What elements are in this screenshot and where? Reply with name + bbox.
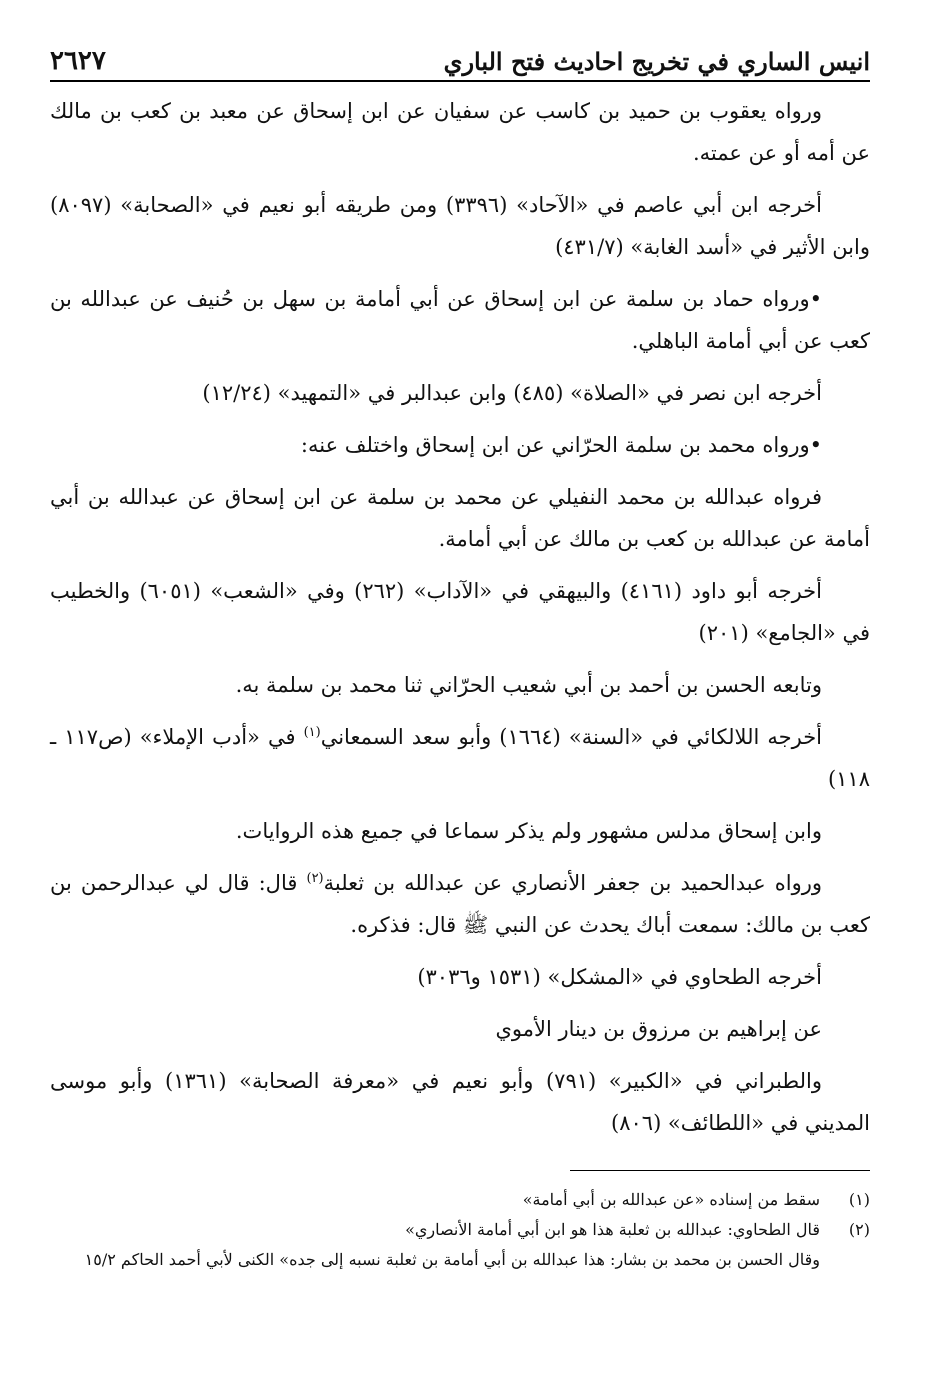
footnote-text: قال الطحاوي: عبدالله بن ثعلبة هذا هو ابن أبي أمامة الأنصاري»	[405, 1220, 820, 1239]
paragraph: أخرجه الطحاوي في «المشكل» (١٥٣١ و٣٠٣٦)	[417, 965, 822, 989]
book-title: انيس الساري في تخريج احاديث فتح الباري	[443, 47, 870, 76]
footnote-number: (١)	[848, 1190, 870, 1209]
footnote-ref-1[interactable]: (١)	[303, 725, 321, 740]
paragraph-text: أخرجه اللالكائي في «السنة» (١٦٦٤) وأبو سعد السمعاني	[320, 725, 823, 749]
paragraph: ورواه يعقوب بن حميد بن كاسب عن سفيان عن ابن إسحاق عن معبد بن كعب بن مالك عن أمه أو عن عمته.	[50, 99, 870, 165]
paragraph: فرواه عبدالله بن محمد النفيلي عن محمد بن سلمة عن ابن إسحاق عن عبدالله بن أبي أمامة عن عبدالله بن كعب بن مالك عن أبي أمامة.	[50, 485, 870, 551]
paragraph: وتابعه الحسن بن أحمد بن أبي شعيب الحرّاني ثنا محمد بن سلمة به.	[235, 673, 822, 697]
paragraph	[50, 716, 870, 800]
footnote-1	[50, 1185, 870, 1215]
footnote-text: سقط من إسناده «عن عبدالله بن أبي أمامة»	[522, 1190, 820, 1209]
footnote-2	[50, 1215, 870, 1245]
footnotes	[50, 1185, 870, 1275]
footnote-2-continued: وقال الحسن بن محمد بن بشار: هذا عبدالله بن أبي أمامة بن ثعلبة نسبه إلى جده» الكنى لأبي أحمد الحاكم ١٥/٢	[84, 1250, 820, 1269]
book-page	[50, 30, 870, 1275]
paragraph: عن إبراهيم بن مرزوق بن دينار الأموي	[495, 1017, 822, 1041]
bullet-paragraph: • ورواه حماد بن سلمة عن ابن إسحاق عن أبي أمامة بن سهل بن حُنيف عن عبدالله بن كعب عن أبي أمامة الباهلي.	[50, 278, 870, 362]
paragraph-text: ورواه عبدالحميد بن جعفر الأنصاري عن عبدالله بن ثعلبة	[323, 871, 822, 895]
footnote-ref-2[interactable]: (٢)	[306, 871, 324, 886]
paragraph-text: في «أدب الإملاء» (ص١١٧ ـ ١١٨)	[50, 725, 870, 791]
paragraph-text: قال: قال لي عبدالرحمن بن كعب بن مالك: سمعت أباك يحدث عن النبي ﷺ قال: فذكره.	[50, 871, 870, 937]
main-text	[50, 90, 870, 1144]
paragraph: أخرجه ابن أبي عاصم في «الآحاد» (٣٣٩٦) ومن طريقه أبو نعيم في «الصحابة» (٨٠٩٧) وابن الأثير في «أسد الغابة» (٤٣١/٧)	[50, 193, 870, 259]
paragraph: أخرجه ابن نصر في «الصلاة» (٤٨٥) وابن عبدالبر في «التمهيد» (١٢/٢٤)	[202, 381, 822, 405]
page-number: ٢٦٢٧	[50, 46, 106, 76]
bullet-paragraph: • ورواه محمد بن سلمة الحرّاني عن ابن إسحاق واختلف عنه:	[50, 424, 870, 466]
paragraph: وابن إسحاق مدلس مشهور ولم يذكر سماعا في جميع هذه الروايات.	[235, 819, 822, 843]
running-header	[50, 30, 870, 82]
paragraph	[50, 862, 870, 946]
footnote-number: (٢)	[848, 1220, 870, 1239]
paragraph: والطبراني في «الكبير» (٧٩١) وأبو نعيم في «معرفة الصحابة» (١٣٦١) وأبو موسى المديني في «اللطائف» (٨٠٦)	[50, 1069, 870, 1135]
footnote-separator	[570, 1170, 870, 1171]
paragraph: أخرجه أبو داود (٤١٦١) والبيهقي في «الآداب» (٢٦٢) وفي «الشعب» (٦٠٥١) والخطيب في «الجامع» (٢٠١)	[50, 579, 870, 645]
